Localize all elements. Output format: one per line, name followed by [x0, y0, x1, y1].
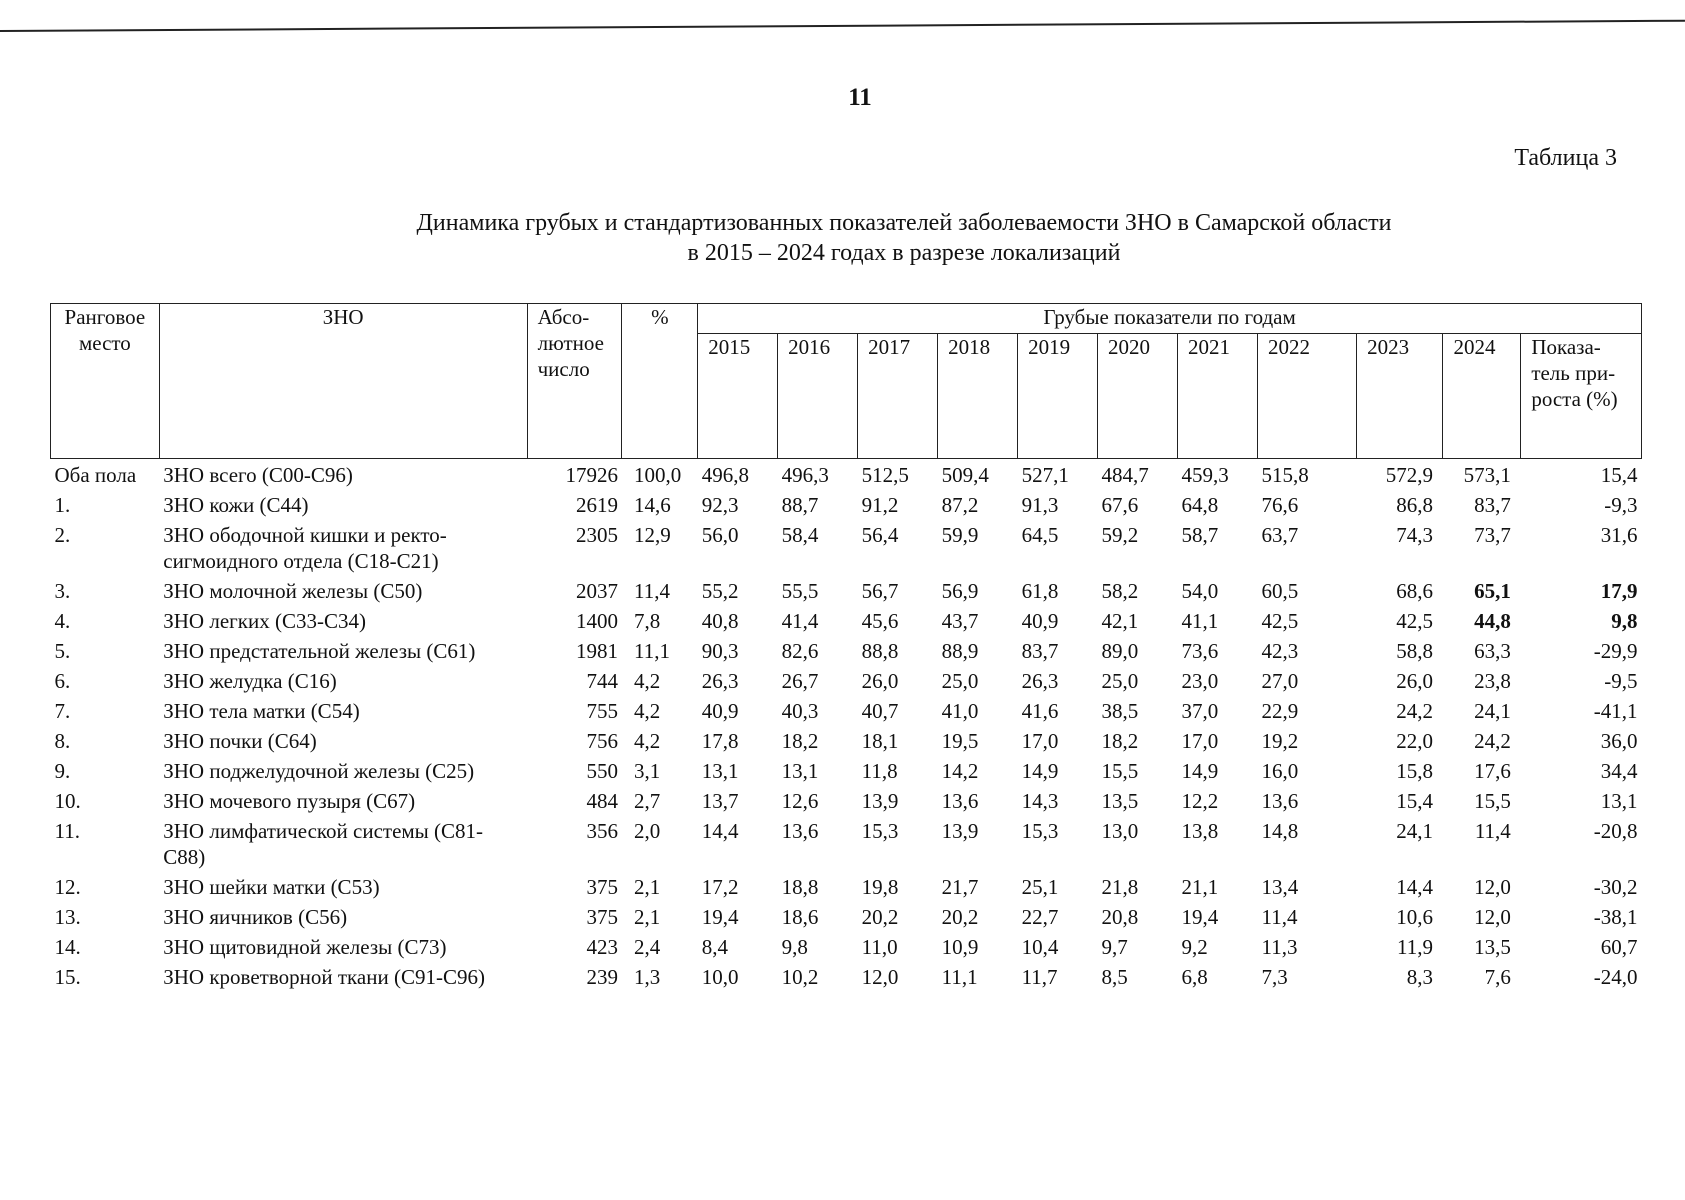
cell-percent: 3,1: [633, 759, 661, 783]
cell-year-2021: 54,0: [1181, 579, 1219, 603]
cell-year-2018: 87,2: [941, 493, 979, 517]
cell-year-2024: 24,2: [1474, 729, 1511, 753]
table-row: [51, 728, 1642, 758]
cell-year-2023: 15,4: [1396, 789, 1433, 813]
cell-absolute: 423: [586, 935, 618, 959]
cell-year-2016: 496,3: [781, 463, 829, 487]
cell-year-2018: 41,0: [941, 699, 979, 723]
cell-year-2017: 13,9: [861, 789, 899, 813]
table-body: [51, 459, 1642, 995]
cell-percent: 100,0: [633, 463, 682, 487]
cell-year-2017: 56,4: [861, 523, 899, 547]
cell-year-2024: 24,1: [1474, 699, 1511, 723]
cell-rank: 14.: [54, 935, 81, 959]
cell-year-2018: 88,9: [941, 639, 979, 663]
cell-year-2022: 11,4: [1261, 905, 1298, 929]
cell-year-2015: 26,3: [701, 669, 739, 693]
incidence-table: [50, 303, 1642, 994]
cell-year-2022: 42,3: [1261, 639, 1299, 663]
cell-year-2015: 17,2: [701, 875, 739, 899]
cell-year-2018: 509,4: [941, 463, 989, 487]
table-row: [51, 904, 1642, 934]
cell-growth: 13,1: [1600, 789, 1638, 813]
cell-growth: 17,9: [1600, 579, 1638, 603]
header-year-2017: 2017: [858, 334, 938, 459]
top-rule: [0, 20, 1685, 32]
cell-year-2021: 58,7: [1181, 523, 1219, 547]
table-row: [51, 638, 1642, 668]
header-year-2024: 2024: [1443, 334, 1521, 459]
header-absolute: Абсо-лютное число: [527, 304, 622, 459]
cell-localization: ЗНО легких (С33-С34): [163, 609, 366, 633]
cell-year-2020: 42,1: [1101, 609, 1139, 633]
cell-year-2022: 22,9: [1261, 699, 1299, 723]
cell-year-2020: 8,5: [1101, 965, 1128, 989]
cell-localization: ЗНО ободочной кишки и ректо-сигмоидного отдела (С18-С21): [163, 523, 447, 573]
cell-year-2023: 68,6: [1396, 579, 1433, 603]
cell-year-2023: 8,3: [1406, 965, 1433, 989]
cell-year-2024: 63,3: [1474, 639, 1511, 663]
cell-localization: ЗНО щитовидной железы (С73): [163, 935, 447, 959]
cell-year-2024: 573,1: [1463, 463, 1511, 487]
cell-absolute: 375: [586, 875, 618, 899]
cell-growth: -30,2: [1593, 875, 1638, 899]
cell-year-2021: 21,1: [1181, 875, 1219, 899]
header-zno: ЗНО: [159, 304, 527, 459]
cell-year-2018: 13,6: [941, 789, 979, 813]
cell-year-2017: 18,1: [861, 729, 899, 753]
cell-year-2015: 13,1: [701, 759, 739, 783]
cell-absolute: 550: [586, 759, 618, 783]
cell-localization: ЗНО кожи (С44): [163, 493, 309, 517]
cell-year-2019: 41,6: [1021, 699, 1059, 723]
cell-growth: 60,7: [1600, 935, 1638, 959]
cell-growth: -9,5: [1604, 669, 1638, 693]
cell-year-2016: 40,3: [781, 699, 819, 723]
document-title: [0, 208, 1685, 268]
cell-growth: -41,1: [1593, 699, 1638, 723]
cell-year-2017: 45,6: [861, 609, 899, 633]
cell-year-2021: 17,0: [1181, 729, 1219, 753]
cell-year-2021: 73,6: [1181, 639, 1219, 663]
cell-absolute: 484: [586, 789, 618, 813]
cell-year-2016: 18,6: [781, 905, 819, 929]
cell-year-2022: 27,0: [1261, 669, 1299, 693]
header-rank: Ранговое место: [51, 304, 160, 459]
cell-year-2021: 12,2: [1181, 789, 1219, 813]
cell-absolute: 756: [586, 729, 618, 753]
cell-year-2016: 13,1: [781, 759, 819, 783]
header-year-2016: 2016: [778, 334, 858, 459]
cell-year-2015: 496,8: [701, 463, 749, 487]
cell-year-2017: 91,2: [861, 493, 899, 517]
cell-year-2019: 61,8: [1021, 579, 1059, 603]
cell-year-2023: 14,4: [1396, 875, 1433, 899]
cell-year-2021: 37,0: [1181, 699, 1219, 723]
cell-year-2017: 88,8: [861, 639, 899, 663]
cell-year-2018: 21,7: [941, 875, 979, 899]
cell-year-2016: 10,2: [781, 965, 819, 989]
cell-year-2016: 55,5: [781, 579, 819, 603]
cell-year-2019: 26,3: [1021, 669, 1059, 693]
cell-localization: ЗНО поджелудочной железы (С25): [163, 759, 475, 783]
cell-year-2016: 26,7: [781, 669, 819, 693]
cell-year-2017: 19,8: [861, 875, 899, 899]
cell-year-2023: 24,1: [1396, 819, 1433, 843]
cell-year-2015: 8,4: [701, 935, 728, 959]
cell-year-2015: 17,8: [701, 729, 739, 753]
cell-growth: -24,0: [1593, 965, 1638, 989]
cell-year-2022: 7,3: [1261, 965, 1288, 989]
cell-year-2022: 42,5: [1261, 609, 1299, 633]
cell-year-2020: 484,7: [1101, 463, 1149, 487]
header-year-2023: 2023: [1357, 334, 1443, 459]
cell-year-2020: 67,6: [1101, 493, 1139, 517]
table-row: [51, 964, 1642, 994]
table-row: [51, 492, 1642, 522]
cell-percent: 2,0: [633, 819, 661, 843]
cell-year-2016: 13,6: [781, 819, 819, 843]
cell-year-2020: 9,7: [1101, 935, 1128, 959]
cell-rank: 3.: [54, 579, 71, 603]
cell-year-2019: 10,4: [1021, 935, 1059, 959]
cell-year-2020: 15,5: [1101, 759, 1139, 783]
table-row: [51, 522, 1642, 578]
cell-year-2023: 86,8: [1396, 493, 1433, 517]
cell-year-2019: 14,3: [1021, 789, 1059, 813]
table-row: [51, 698, 1642, 728]
cell-year-2016: 12,6: [781, 789, 819, 813]
cell-year-2024: 83,7: [1474, 493, 1511, 517]
cell-rank: 4.: [54, 609, 71, 633]
cell-rank: 11.: [54, 819, 80, 843]
cell-year-2020: 13,5: [1101, 789, 1139, 813]
cell-rank: 2.: [54, 523, 71, 547]
header-year-2020: 2020: [1098, 334, 1178, 459]
cell-localization: ЗНО мочевого пузыря (С67): [163, 789, 416, 813]
table-row: [51, 818, 1642, 874]
cell-year-2019: 91,3: [1021, 493, 1059, 517]
cell-year-2022: 63,7: [1261, 523, 1299, 547]
cell-year-2023: 15,8: [1396, 759, 1433, 783]
cell-year-2019: 83,7: [1021, 639, 1059, 663]
cell-year-2017: 15,3: [861, 819, 899, 843]
cell-year-2020: 21,8: [1101, 875, 1139, 899]
cell-year-2016: 18,8: [781, 875, 819, 899]
table-row: [51, 934, 1642, 964]
table-row: [51, 459, 1642, 493]
table-row: [51, 788, 1642, 818]
cell-growth: 15,4: [1600, 463, 1638, 487]
cell-year-2024: 65,1: [1474, 579, 1511, 603]
cell-rank: 9.: [54, 759, 71, 783]
cell-year-2024: 44,8: [1474, 609, 1511, 633]
header-group-years: Грубые показатели по годам: [698, 304, 1642, 334]
cell-absolute: 744: [586, 669, 618, 693]
cell-year-2024: 12,0: [1474, 905, 1511, 929]
cell-percent: 11,4: [633, 579, 670, 603]
header-year-2022: 2022: [1257, 334, 1356, 459]
cell-growth: 34,4: [1600, 759, 1638, 783]
cell-year-2024: 7,6: [1484, 965, 1511, 989]
cell-year-2024: 17,6: [1474, 759, 1511, 783]
cell-year-2023: 74,3: [1396, 523, 1433, 547]
table-row: [51, 758, 1642, 788]
header-growth: Показа-тель при-роста (%): [1521, 334, 1642, 459]
cell-year-2018: 13,9: [941, 819, 979, 843]
cell-year-2019: 15,3: [1021, 819, 1059, 843]
cell-percent: 12,9: [633, 523, 671, 547]
cell-year-2020: 89,0: [1101, 639, 1139, 663]
title-line-2: в 2015 – 2024 годах в разрезе локализаций: [687, 240, 1121, 266]
cell-year-2021: 9,2: [1181, 935, 1208, 959]
cell-year-2015: 40,8: [701, 609, 739, 633]
cell-percent: 1,3: [633, 965, 661, 989]
cell-year-2021: 19,4: [1181, 905, 1219, 929]
cell-year-2022: 60,5: [1261, 579, 1299, 603]
cell-year-2018: 14,2: [941, 759, 979, 783]
cell-year-2020: 59,2: [1101, 523, 1139, 547]
cell-year-2015: 55,2: [701, 579, 739, 603]
table-row: [51, 608, 1642, 638]
cell-percent: 14,6: [633, 493, 671, 517]
cell-year-2018: 56,9: [941, 579, 979, 603]
cell-year-2023: 11,9: [1397, 935, 1433, 959]
cell-year-2016: 88,7: [781, 493, 819, 517]
cell-year-2020: 20,8: [1101, 905, 1139, 929]
cell-absolute: 1400: [575, 609, 618, 633]
cell-year-2018: 43,7: [941, 609, 979, 633]
cell-localization: ЗНО молочной железы (С50): [163, 579, 423, 603]
cell-rank: 13.: [54, 905, 81, 929]
title-line-1: Динамика грубых и стандартизованных показателей заболеваемости ЗНО в Самарской области: [416, 210, 1392, 236]
cell-year-2021: 41,1: [1181, 609, 1219, 633]
cell-absolute: 755: [586, 699, 618, 723]
cell-absolute: 2619: [575, 493, 618, 517]
cell-year-2023: 58,8: [1396, 639, 1433, 663]
table-row: [51, 668, 1642, 698]
cell-rank: 5.: [54, 639, 71, 663]
cell-growth: -9,3: [1604, 493, 1638, 517]
cell-year-2022: 19,2: [1261, 729, 1299, 753]
cell-year-2018: 11,1: [941, 965, 978, 989]
cell-year-2021: 23,0: [1181, 669, 1219, 693]
page-number: 11: [848, 84, 872, 111]
cell-year-2015: 13,7: [701, 789, 739, 813]
cell-year-2015: 40,9: [701, 699, 739, 723]
cell-growth: -38,1: [1593, 905, 1638, 929]
cell-year-2019: 11,7: [1021, 965, 1058, 989]
cell-year-2024: 73,7: [1474, 523, 1511, 547]
cell-year-2022: 13,4: [1261, 875, 1299, 899]
cell-growth: -20,8: [1593, 819, 1638, 843]
cell-year-2020: 25,0: [1101, 669, 1139, 693]
cell-year-2023: 24,2: [1396, 699, 1433, 723]
header-year-2015: 2015: [698, 334, 778, 459]
cell-year-2015: 10,0: [701, 965, 739, 989]
cell-year-2017: 512,5: [861, 463, 909, 487]
cell-absolute: 2037: [575, 579, 618, 603]
cell-absolute: 17926: [565, 463, 618, 487]
cell-year-2021: 14,9: [1181, 759, 1219, 783]
cell-year-2018: 19,5: [941, 729, 979, 753]
cell-localization: ЗНО яичников (С56): [163, 905, 348, 929]
cell-year-2015: 14,4: [701, 819, 739, 843]
cell-year-2017: 20,2: [861, 905, 899, 929]
cell-growth: 36,0: [1600, 729, 1638, 753]
cell-percent: 4,2: [633, 729, 661, 753]
cell-year-2024: 15,5: [1474, 789, 1511, 813]
cell-year-2020: 58,2: [1101, 579, 1139, 603]
cell-year-2018: 25,0: [941, 669, 979, 693]
cell-year-2024: 12,0: [1474, 875, 1511, 899]
cell-year-2016: 18,2: [781, 729, 819, 753]
cell-year-2018: 59,9: [941, 523, 979, 547]
cell-year-2023: 10,6: [1396, 905, 1433, 929]
cell-year-2022: 14,8: [1261, 819, 1299, 843]
cell-percent: 11,1: [633, 639, 670, 663]
cell-localization: ЗНО предстательной железы (С61): [163, 639, 476, 663]
cell-rank: 7.: [54, 699, 71, 723]
cell-year-2015: 92,3: [701, 493, 739, 517]
cell-localization: ЗНО всего (С00-С96): [163, 463, 353, 487]
cell-localization: ЗНО шейки матки (С53): [163, 875, 380, 899]
cell-rank: 15.: [54, 965, 81, 989]
cell-year-2016: 82,6: [781, 639, 819, 663]
cell-year-2023: 42,5: [1396, 609, 1433, 633]
cell-year-2021: 459,3: [1181, 463, 1229, 487]
cell-year-2019: 40,9: [1021, 609, 1059, 633]
cell-localization: ЗНО кроветворной ткани (С91-С96): [163, 965, 485, 989]
cell-percent: 2,4: [633, 935, 661, 959]
cell-year-2020: 18,2: [1101, 729, 1139, 753]
cell-year-2022: 16,0: [1261, 759, 1299, 783]
cell-year-2022: 11,3: [1261, 935, 1298, 959]
cell-absolute: 239: [586, 965, 618, 989]
cell-year-2019: 25,1: [1021, 875, 1059, 899]
cell-percent: 2,7: [633, 789, 661, 813]
cell-year-2017: 11,8: [861, 759, 898, 783]
cell-absolute: 375: [586, 905, 618, 929]
cell-year-2022: 13,6: [1261, 789, 1299, 813]
header-year-2019: 2019: [1018, 334, 1098, 459]
cell-localization: ЗНО желудка (С16): [163, 669, 337, 693]
cell-year-2019: 527,1: [1021, 463, 1069, 487]
cell-year-2019: 17,0: [1021, 729, 1059, 753]
cell-localization: ЗНО почки (С64): [163, 729, 317, 753]
cell-year-2017: 12,0: [861, 965, 899, 989]
cell-year-2021: 13,8: [1181, 819, 1219, 843]
cell-year-2020: 38,5: [1101, 699, 1139, 723]
cell-year-2021: 64,8: [1181, 493, 1219, 517]
cell-percent: 4,2: [633, 699, 661, 723]
cell-year-2021: 6,8: [1181, 965, 1208, 989]
cell-percent: 2,1: [633, 905, 661, 929]
cell-year-2016: 58,4: [781, 523, 819, 547]
cell-rank: Оба пола: [54, 463, 137, 487]
table-row: [51, 578, 1642, 608]
cell-year-2023: 22,0: [1396, 729, 1433, 753]
cell-localization: ЗНО тела матки (С54): [163, 699, 360, 723]
cell-year-2017: 40,7: [861, 699, 899, 723]
cell-year-2020: 13,0: [1101, 819, 1139, 843]
cell-rank: 8.: [54, 729, 71, 753]
cell-year-2015: 90,3: [701, 639, 739, 663]
cell-rank: 10.: [54, 789, 81, 813]
cell-rank: 12.: [54, 875, 81, 899]
cell-growth: 31,6: [1600, 523, 1638, 547]
cell-year-2016: 41,4: [781, 609, 819, 633]
table-row: [51, 874, 1642, 904]
cell-year-2017: 11,0: [861, 935, 898, 959]
cell-percent: 4,2: [633, 669, 661, 693]
cell-year-2018: 10,9: [941, 935, 979, 959]
cell-year-2019: 14,9: [1021, 759, 1059, 783]
header-year-2021: 2021: [1178, 334, 1258, 459]
cell-year-2024: 11,4: [1474, 819, 1511, 843]
cell-year-2017: 56,7: [861, 579, 899, 603]
cell-year-2019: 64,5: [1021, 523, 1059, 547]
cell-year-2015: 19,4: [701, 905, 739, 929]
cell-year-2016: 9,8: [781, 935, 808, 959]
cell-year-2023: 572,9: [1385, 463, 1433, 487]
cell-year-2024: 13,5: [1474, 935, 1511, 959]
cell-localization: ЗНО лимфатической системы (С81-С88): [163, 819, 484, 869]
cell-absolute: 1981: [575, 639, 618, 663]
cell-growth: -29,9: [1593, 639, 1638, 663]
cell-rank: 1.: [54, 493, 71, 517]
cell-year-2023: 26,0: [1396, 669, 1433, 693]
cell-year-2024: 23,8: [1474, 669, 1511, 693]
cell-year-2018: 20,2: [941, 905, 979, 929]
cell-year-2022: 515,8: [1261, 463, 1309, 487]
cell-year-2019: 22,7: [1021, 905, 1059, 929]
cell-growth: 9,8: [1611, 609, 1638, 633]
cell-percent: 7,8: [633, 609, 661, 633]
cell-year-2017: 26,0: [861, 669, 899, 693]
cell-rank: 6.: [54, 669, 71, 693]
table-label: Таблица 3: [1514, 145, 1617, 171]
cell-percent: 2,1: [633, 875, 661, 899]
cell-absolute: 356: [586, 819, 618, 843]
header-year-2018: 2018: [938, 334, 1018, 459]
cell-year-2015: 56,0: [701, 523, 739, 547]
cell-year-2022: 76,6: [1261, 493, 1299, 517]
cell-absolute: 2305: [575, 523, 618, 547]
header-percent: %: [622, 304, 698, 459]
